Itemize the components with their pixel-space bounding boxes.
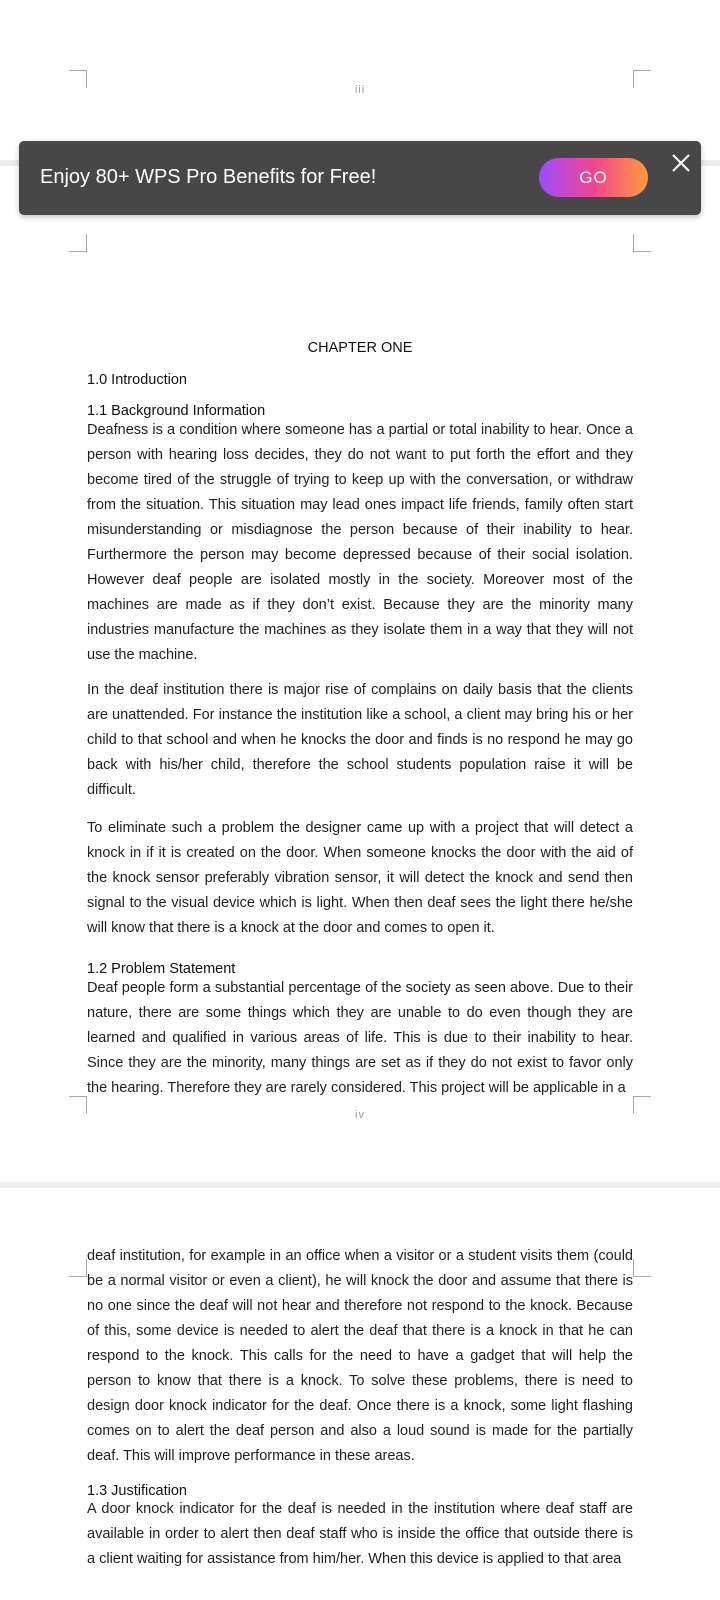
paragraph-background-1: Deafness is a condition where someone has a partial or total inability to hear. Once a person with hearing loss decides, they do not want to put forth the effort and they become tired of the struggle of trying to keep up with the conversation, or withdraw from the situation. This situation may lead ones impact life friends, family often start misunderstanding or misdiagnose the person because of their inability to hear. Furthermore the person may become depressed because of their social isolation. However deaf people are isolated mostly in the society. Moreover most of the machines are made as if they don’t exist. Because they are the minority many industries manufacture the machines as they isolate them in a way that they will not use the machine.: [87, 422, 633, 663]
paragraph-justification-1: A door knock indicator for the deaf is needed in the institution where deaf staff are available in order to alert then deaf staff who is inside the office that outside there is a client waiting for assistance from him/her. When this device is applied to that area: [87, 1501, 633, 1567]
document-page-iii[interactable]: [0, 0, 720, 160]
paragraph-problem-2: deaf institution, for example in an office when a visitor or a student visits them (could be a normal visitor or even a client), he will knock the door and assume that there is no one since the deaf will not hear and therefore not respond to the knock. Because of this, some device is needed to alert the deaf that there is a knock in that he can respond to the knock. This calls for the need to have a gadget that will help the person to know that there is a knock. To solve these problems, there is need to design door knock indicator for the deaf. Once there is a knock, some light flashing comes on to alert the deaf person and also a loud sound is made for the partially deaf. This will improve performance in these areas.: [87, 1248, 633, 1464]
section-heading-introduction: 1.0 Introduction: [87, 372, 187, 388]
section-heading-background: 1.1 Background Information: [87, 403, 266, 419]
go-button[interactable]: GO: [539, 158, 648, 197]
promo-text: Enjoy 80+ WPS Pro Benefits for Free!: [40, 166, 377, 188]
section-heading-justification: 1.3 Justification: [87, 1483, 187, 1499]
close-icon: [668, 150, 694, 176]
close-banner-button[interactable]: [668, 150, 694, 176]
section-heading-problem: 1.2 Problem Statement: [87, 961, 236, 977]
document-page-iv[interactable]: [0, 166, 720, 1182]
chapter-title: CHAPTER ONE: [307, 340, 413, 356]
paragraph-background-3: To eliminate such a problem the designer came up with a project that will detect a knock in if it is created on the door. When someone knocks the door with the aid of the knock sensor preferably vibration sensor, it will detect the knock and send then signal to the visual device which is light. When then deaf sees the light there he/she will know that there is a knock at the door and comes to open it.: [87, 820, 633, 936]
page-number-iv: iv: [355, 1109, 365, 1121]
paragraph-background-2: In the deaf institution there is major rise of complains on daily basis that the clients are unattended. For instance the institution like a school, a client may bring his or her child to that school and when he knocks the door and finds is no respond he may go back with his/her child, therefore the school students population raise it will be difficult.: [87, 682, 633, 798]
paragraph-problem-1: Deaf people form a substantial percentage of the society as seen above. Due to their nature, there are some things which they are unable to do even though they are learned and qualified in various areas of life. This is due to their inability to hear. Since they are the minority, many things are set as if they do not exist to favor only the hearing. Therefore they are rarely considered. This project will be applicable in a: [87, 980, 633, 1096]
page-number-iii: iii: [354, 84, 366, 96]
promo-banner[interactable]: [19, 141, 701, 215]
document-page-v[interactable]: [0, 1188, 720, 1600]
